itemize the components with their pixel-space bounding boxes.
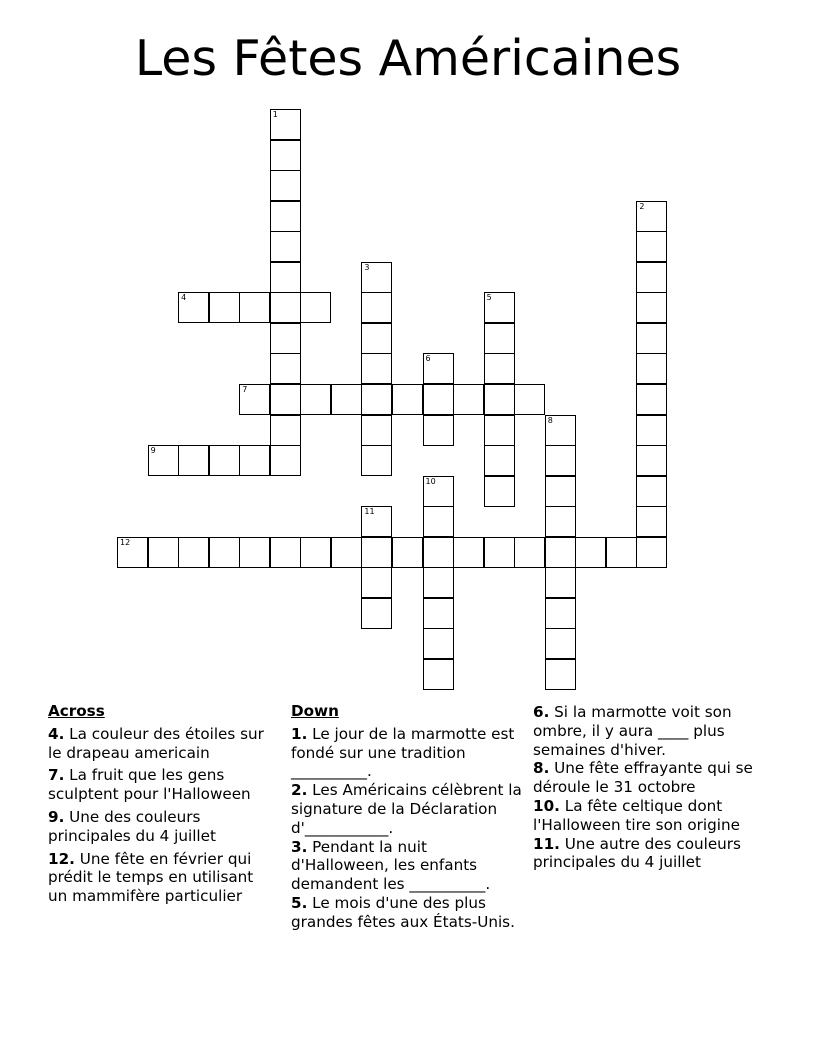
grid-cell[interactable]	[392, 384, 423, 415]
clue-down-10	[533, 797, 769, 835]
clue-number: 11.	[533, 834, 560, 853]
grid-cell[interactable]	[484, 323, 515, 354]
cell-number: 10	[425, 476, 436, 486]
grid-cell[interactable]	[117, 537, 148, 568]
cell-number: 12	[120, 537, 131, 547]
clue-down-6	[533, 703, 769, 759]
clue-number: 9.	[48, 807, 65, 826]
clue-text: Les Américains célèbrent la signature de la Déclaration d'___________.	[291, 781, 522, 837]
clue-text: Une fête effrayante qui se déroule le 31 octobre	[533, 759, 753, 797]
grid-cell[interactable]	[270, 262, 301, 293]
clue-text: Le mois d'une des plus grandes fêtes aux États-Unis.	[291, 893, 515, 931]
grid-cell[interactable]	[514, 384, 545, 415]
grid-cell[interactable]	[270, 170, 301, 201]
clue-text: Si la marmotte voit son ombre, il y aura ____ plus semaines d'hiver.	[533, 703, 732, 759]
grid-cell[interactable]	[270, 292, 301, 323]
clue-down-1	[291, 725, 527, 781]
grid-cell[interactable]	[270, 323, 301, 354]
grid-cell[interactable]	[545, 659, 576, 690]
grid-cell[interactable]	[361, 353, 392, 384]
grid-cell[interactable]	[545, 567, 576, 598]
cell-number: 6	[425, 354, 431, 364]
clue-number: 3.	[291, 837, 308, 856]
page-title: Les Fêtes Américaines	[134, 30, 682, 87]
grid-cell[interactable]	[270, 415, 301, 446]
grid-cell[interactable]	[239, 445, 270, 476]
grid-cell[interactable]	[209, 445, 240, 476]
clue-number: 4.	[48, 724, 65, 743]
grid-cell[interactable]	[453, 537, 484, 568]
grid-cell[interactable]	[636, 323, 667, 354]
grid-cell[interactable]	[636, 445, 667, 476]
clue-across-9	[48, 808, 276, 846]
grid-cell[interactable]	[636, 476, 667, 507]
clue-number: 10.	[533, 796, 560, 815]
across-heading: Across	[48, 702, 105, 720]
clue-text: Une des couleurs principales du 4 juillet	[48, 807, 216, 845]
grid-cell[interactable]	[361, 262, 392, 293]
grid-cell[interactable]	[361, 445, 392, 476]
grid-cell[interactable]	[300, 292, 331, 323]
cell-number: 2	[639, 201, 645, 211]
clue-number: 1.	[291, 724, 308, 743]
cell-number: 11	[364, 507, 375, 517]
grid-cell[interactable]	[636, 201, 667, 232]
clue-text: Une fête en février qui prédit le temps en utilisant un mammifère particulier	[48, 849, 254, 906]
down-clues-continued	[533, 703, 769, 872]
grid-cell[interactable]	[270, 537, 301, 568]
grid-cell[interactable]	[545, 598, 576, 629]
grid-cell[interactable]	[392, 537, 423, 568]
cell-number: 9	[150, 446, 156, 456]
grid-cell[interactable]	[361, 292, 392, 323]
grid-cell[interactable]	[423, 506, 454, 537]
grid-cell[interactable]	[545, 445, 576, 476]
clue-text: Une autre des couleurs principales du 4 juillet	[533, 834, 741, 872]
clue-down-8	[533, 759, 769, 797]
grid-cell[interactable]	[484, 537, 515, 568]
grid-cell[interactable]	[636, 231, 667, 262]
cell-number: 4	[181, 293, 187, 303]
grid-cell[interactable]	[545, 415, 576, 446]
clue-down-3	[291, 838, 527, 894]
grid-cell[interactable]	[361, 567, 392, 598]
grid-cell[interactable]	[331, 384, 362, 415]
grid-cell[interactable]	[270, 353, 301, 384]
clue-down-5	[291, 894, 527, 932]
grid-cell[interactable]	[636, 384, 667, 415]
grid-cell[interactable]	[423, 476, 454, 507]
grid-cell[interactable]	[423, 628, 454, 659]
cell-number: 5	[486, 293, 492, 303]
cell-number: 3	[364, 262, 370, 272]
grid-cell[interactable]	[148, 445, 179, 476]
grid-cell[interactable]	[331, 537, 362, 568]
grid-cell[interactable]	[209, 292, 240, 323]
grid-cell[interactable]	[636, 537, 667, 568]
grid-cell[interactable]	[270, 384, 301, 415]
grid-cell[interactable]	[361, 537, 392, 568]
grid-cell[interactable]	[209, 537, 240, 568]
grid-cell[interactable]	[636, 262, 667, 293]
clue-number: 7.	[48, 766, 65, 785]
grid-cell[interactable]	[636, 353, 667, 384]
clue-number: 12.	[48, 849, 75, 868]
clue-text: La couleur des étoiles sur le drapeau americain	[48, 724, 264, 762]
grid-cell[interactable]	[484, 292, 515, 323]
grid-cell[interactable]	[423, 567, 454, 598]
clue-number: 6.	[533, 703, 550, 721]
grid-cell[interactable]	[423, 598, 454, 629]
grid-cell[interactable]	[545, 628, 576, 659]
grid-cell[interactable]	[545, 537, 576, 568]
grid-cell[interactable]	[545, 506, 576, 537]
clue-down-11	[533, 835, 769, 873]
grid-cell[interactable]	[514, 537, 545, 568]
clue-across-4	[48, 725, 276, 763]
grid-cell[interactable]	[270, 109, 301, 140]
grid-cell[interactable]	[423, 537, 454, 568]
grid-cell[interactable]	[361, 323, 392, 354]
grid-cell[interactable]	[239, 384, 270, 415]
clue-across-7	[48, 766, 276, 804]
grid-cell[interactable]	[484, 353, 515, 384]
grid-cell[interactable]	[453, 384, 484, 415]
down-heading: Down	[291, 702, 339, 720]
cell-number: 7	[242, 384, 248, 394]
clue-across-12	[48, 850, 276, 906]
cell-number: 1	[272, 110, 278, 119]
grid-cell[interactable]	[361, 415, 392, 446]
clue-text: Pendant la nuit d'Halloween, les enfants demandent les __________.	[291, 837, 491, 894]
grid-cell[interactable]	[178, 292, 209, 323]
grid-cell[interactable]	[545, 476, 576, 507]
grid-cell[interactable]	[484, 415, 515, 446]
grid-cell[interactable]	[484, 384, 515, 415]
grid-cell[interactable]	[423, 353, 454, 384]
across-clues	[48, 702, 276, 910]
grid-cell[interactable]	[178, 537, 209, 568]
grid-cell[interactable]	[484, 476, 515, 507]
grid-cell[interactable]	[636, 506, 667, 537]
grid-cell[interactable]	[239, 292, 270, 323]
grid-cell[interactable]	[239, 537, 270, 568]
grid-cell[interactable]	[361, 506, 392, 537]
grid-cell[interactable]	[148, 537, 179, 568]
grid-cell[interactable]	[575, 537, 606, 568]
clue-number: 8.	[533, 759, 550, 778]
grid-cell[interactable]	[423, 415, 454, 446]
grid-cell[interactable]	[270, 140, 301, 171]
grid-cell[interactable]	[361, 384, 392, 415]
grid-cell[interactable]	[300, 537, 331, 568]
down-clues	[291, 702, 527, 932]
grid-cell[interactable]	[270, 445, 301, 476]
clue-text: La fruit que les gens sculptent pour l'Halloween	[48, 766, 251, 804]
grid-cell[interactable]	[636, 415, 667, 446]
clue-text: La fête celtique dont l'Halloween tire son origine	[533, 796, 740, 834]
grid-cell[interactable]	[423, 384, 454, 415]
cell-number: 8	[547, 415, 553, 425]
grid-cell[interactable]	[484, 445, 515, 476]
grid-cell[interactable]	[178, 445, 209, 476]
clue-number: 5.	[291, 893, 308, 912]
clue-number: 2.	[291, 781, 308, 800]
grid-cell[interactable]	[361, 598, 392, 629]
grid-cell[interactable]	[606, 537, 637, 568]
grid-cell[interactable]	[423, 659, 454, 690]
grid-cell[interactable]	[270, 201, 301, 232]
grid-cell[interactable]	[270, 231, 301, 262]
clue-down-2	[291, 781, 527, 837]
grid-cell[interactable]	[636, 292, 667, 323]
clue-text: Le jour de la marmotte est fondé sur une tradition __________.	[291, 724, 515, 781]
grid-cell[interactable]	[300, 384, 331, 415]
